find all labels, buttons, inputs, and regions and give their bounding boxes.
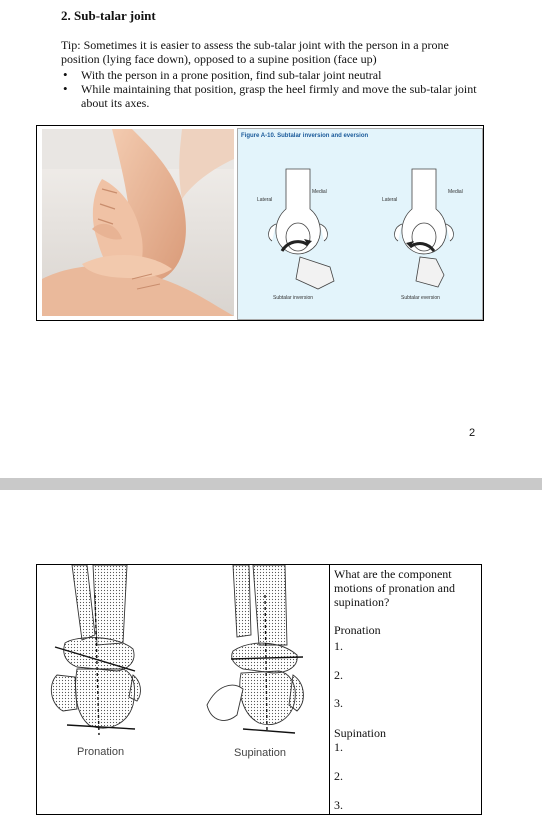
ankle-illustration [238,129,482,319]
question-text: What are the component motions of pronation and supination? [334,567,455,609]
supination-figure-label: Supination [234,747,286,759]
right-medial-label: Medial [448,189,463,195]
right-lateral-label: Lateral [382,197,398,203]
left-medial-label: Medial [312,189,327,195]
question-panel [329,565,481,814]
page-separator [0,478,542,490]
section-heading: 2. Sub-talar joint [61,8,156,23]
right-caption: Subtalar eversion [401,295,440,301]
pronation-item-2: 2. [334,668,343,682]
left-caption: Subtalar inversion [273,295,314,301]
tip-paragraph: Tip: Sometimes it is easier to assess the sub-talar joint with the person in a prone position (lying face down), opposed to a supine position (face up) [61,38,449,66]
supination-heading: Supination [334,726,387,740]
heel-grasp-photo [42,129,234,316]
left-lateral-label: Lateral [257,197,273,203]
subtalar-motion-diagram [237,128,483,320]
pronation-item-1: 1. [334,639,343,653]
figure-box [36,125,484,321]
list-item: • While maintaining that position, grasp the heel firmly and move the sub-talar joint about its axes. [61,82,481,110]
instruction-list [61,68,481,110]
supination-item-2: 2. [334,769,343,783]
supination-item-3: 3. [334,798,343,812]
figure-title: Figure A-10. Subtalar inversion and eversion [241,133,369,139]
pronation-heading: Pronation [334,623,381,637]
list-item: • With the person in a prone position, find sub-talar joint neutral [61,68,481,82]
pronation-item-3: 3. [334,696,343,710]
pronation-figure-label: Pronation [77,746,125,758]
document-page-2 [0,490,542,837]
page-number: 2 [469,427,476,439]
supination-item-1: 1. [334,740,343,754]
foot-bones-illustration [37,565,329,814]
pronation-supination-table [36,564,482,815]
